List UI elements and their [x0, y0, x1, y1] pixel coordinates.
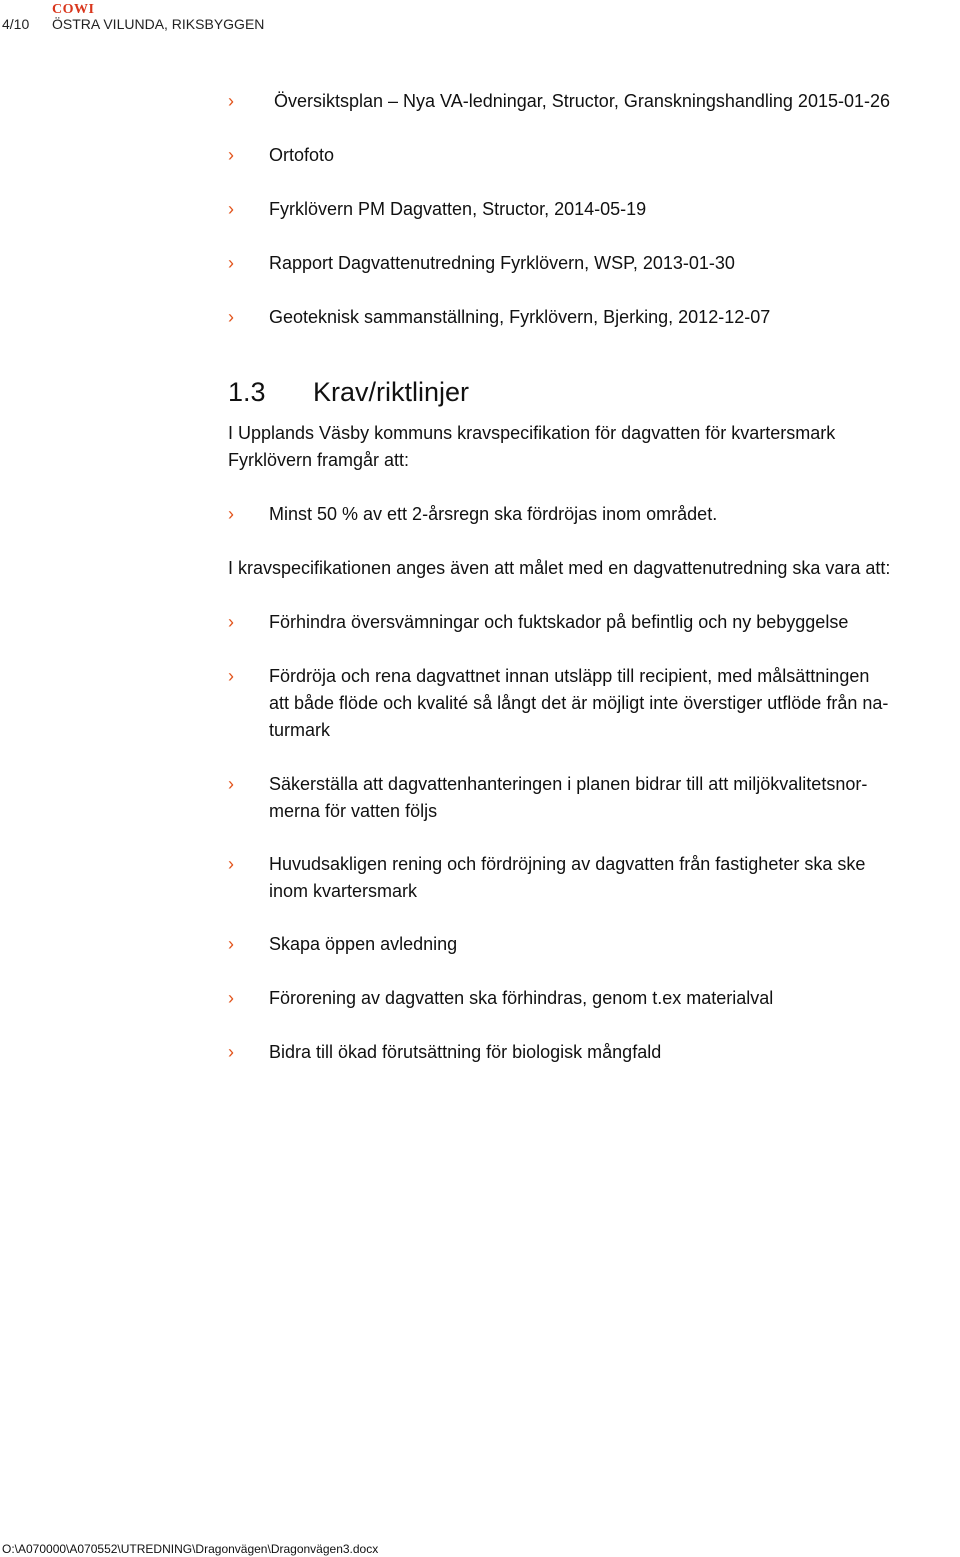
bullet-chevron-icon: › [228, 774, 234, 794]
cowi-logo: COWI [52, 2, 95, 17]
goal-text: Bidra till ökad förutsättning för biologisk mångfald [269, 1042, 662, 1062]
bullet-chevron-icon: › [228, 666, 234, 686]
bullet-chevron-icon: › [228, 612, 234, 632]
reference-text: Ortofoto [269, 145, 335, 165]
reference-text: Geoteknisk sammanställning, Fyrklövern, Bjerking, 2012-12-07 [269, 307, 771, 327]
bullet-chevron-icon: › [228, 988, 234, 1008]
bullet-chevron-icon: › [228, 91, 234, 111]
goal-text: Skapa öppen avledning [269, 934, 458, 954]
bullet-chevron-icon: › [228, 934, 234, 954]
section-intro-paragraph: I Upplands Väsby kommuns kravspecifikation för dagvatten för kvartersmark Fyrklövern framgår att: [228, 423, 836, 470]
goal-text: Huvudsakligen rening och fördröjning av dagvatten från fastigheter ska ske inom kvartersmark [269, 854, 866, 901]
bullet-chevron-icon: › [228, 504, 234, 524]
reference-text: Översiktsplan – Nya VA-ledningar, Structor, Granskningshandling 2015-01-26 [274, 91, 891, 111]
bullet-chevron-icon: › [228, 199, 234, 219]
page-number: 4/10 [2, 16, 30, 32]
requirement-text: Minst 50 % av ett 2-årsregn ska fördröjas inom området. [269, 504, 718, 524]
bullet-chevron-icon: › [228, 253, 234, 273]
footer-file-path: O:\A070000\A070552\UTREDNING\Dragonvägen\Dragonvägen3.docx [2, 1542, 379, 1556]
section-number: 1.3 [228, 377, 266, 407]
goal-text: Fördröja och rena dagvattnet innan utsläpp till recipient, med målsättningen att både flöde och kvalité så långt det är möjligt inte överstiger utflöde från na- turmark [269, 666, 889, 740]
goals-intro-paragraph: I kravspecifikationen anges även att målet med en dagvattenutredning ska vara att: [228, 558, 891, 578]
reference-text: Rapport Dagvattenutredning Fyrklövern, WSP, 2013-01-30 [269, 253, 735, 273]
bullet-chevron-icon: › [228, 145, 234, 165]
goal-text: Säkerställa att dagvattenhanteringen i planen bidrar till att miljökvalitetsnor- merna för vatten följs [269, 774, 868, 821]
goal-text: Förorening av dagvatten ska förhindras, genom t.ex materialval [269, 988, 774, 1008]
bullet-chevron-icon: › [228, 1042, 234, 1062]
goal-text: Förhindra översvämningar och fuktskador på befintlig och ny bebyggelse [269, 612, 849, 632]
document-header-title: ÖSTRA VILUNDA, RIKSBYGGEN [52, 16, 265, 32]
section-title: Krav/riktlinjer [313, 377, 470, 407]
bullet-chevron-icon: › [228, 854, 234, 874]
reference-text: Fyrklövern PM Dagvatten, Structor, 2014-05-19 [269, 199, 647, 219]
bullet-chevron-icon: › [228, 307, 234, 327]
